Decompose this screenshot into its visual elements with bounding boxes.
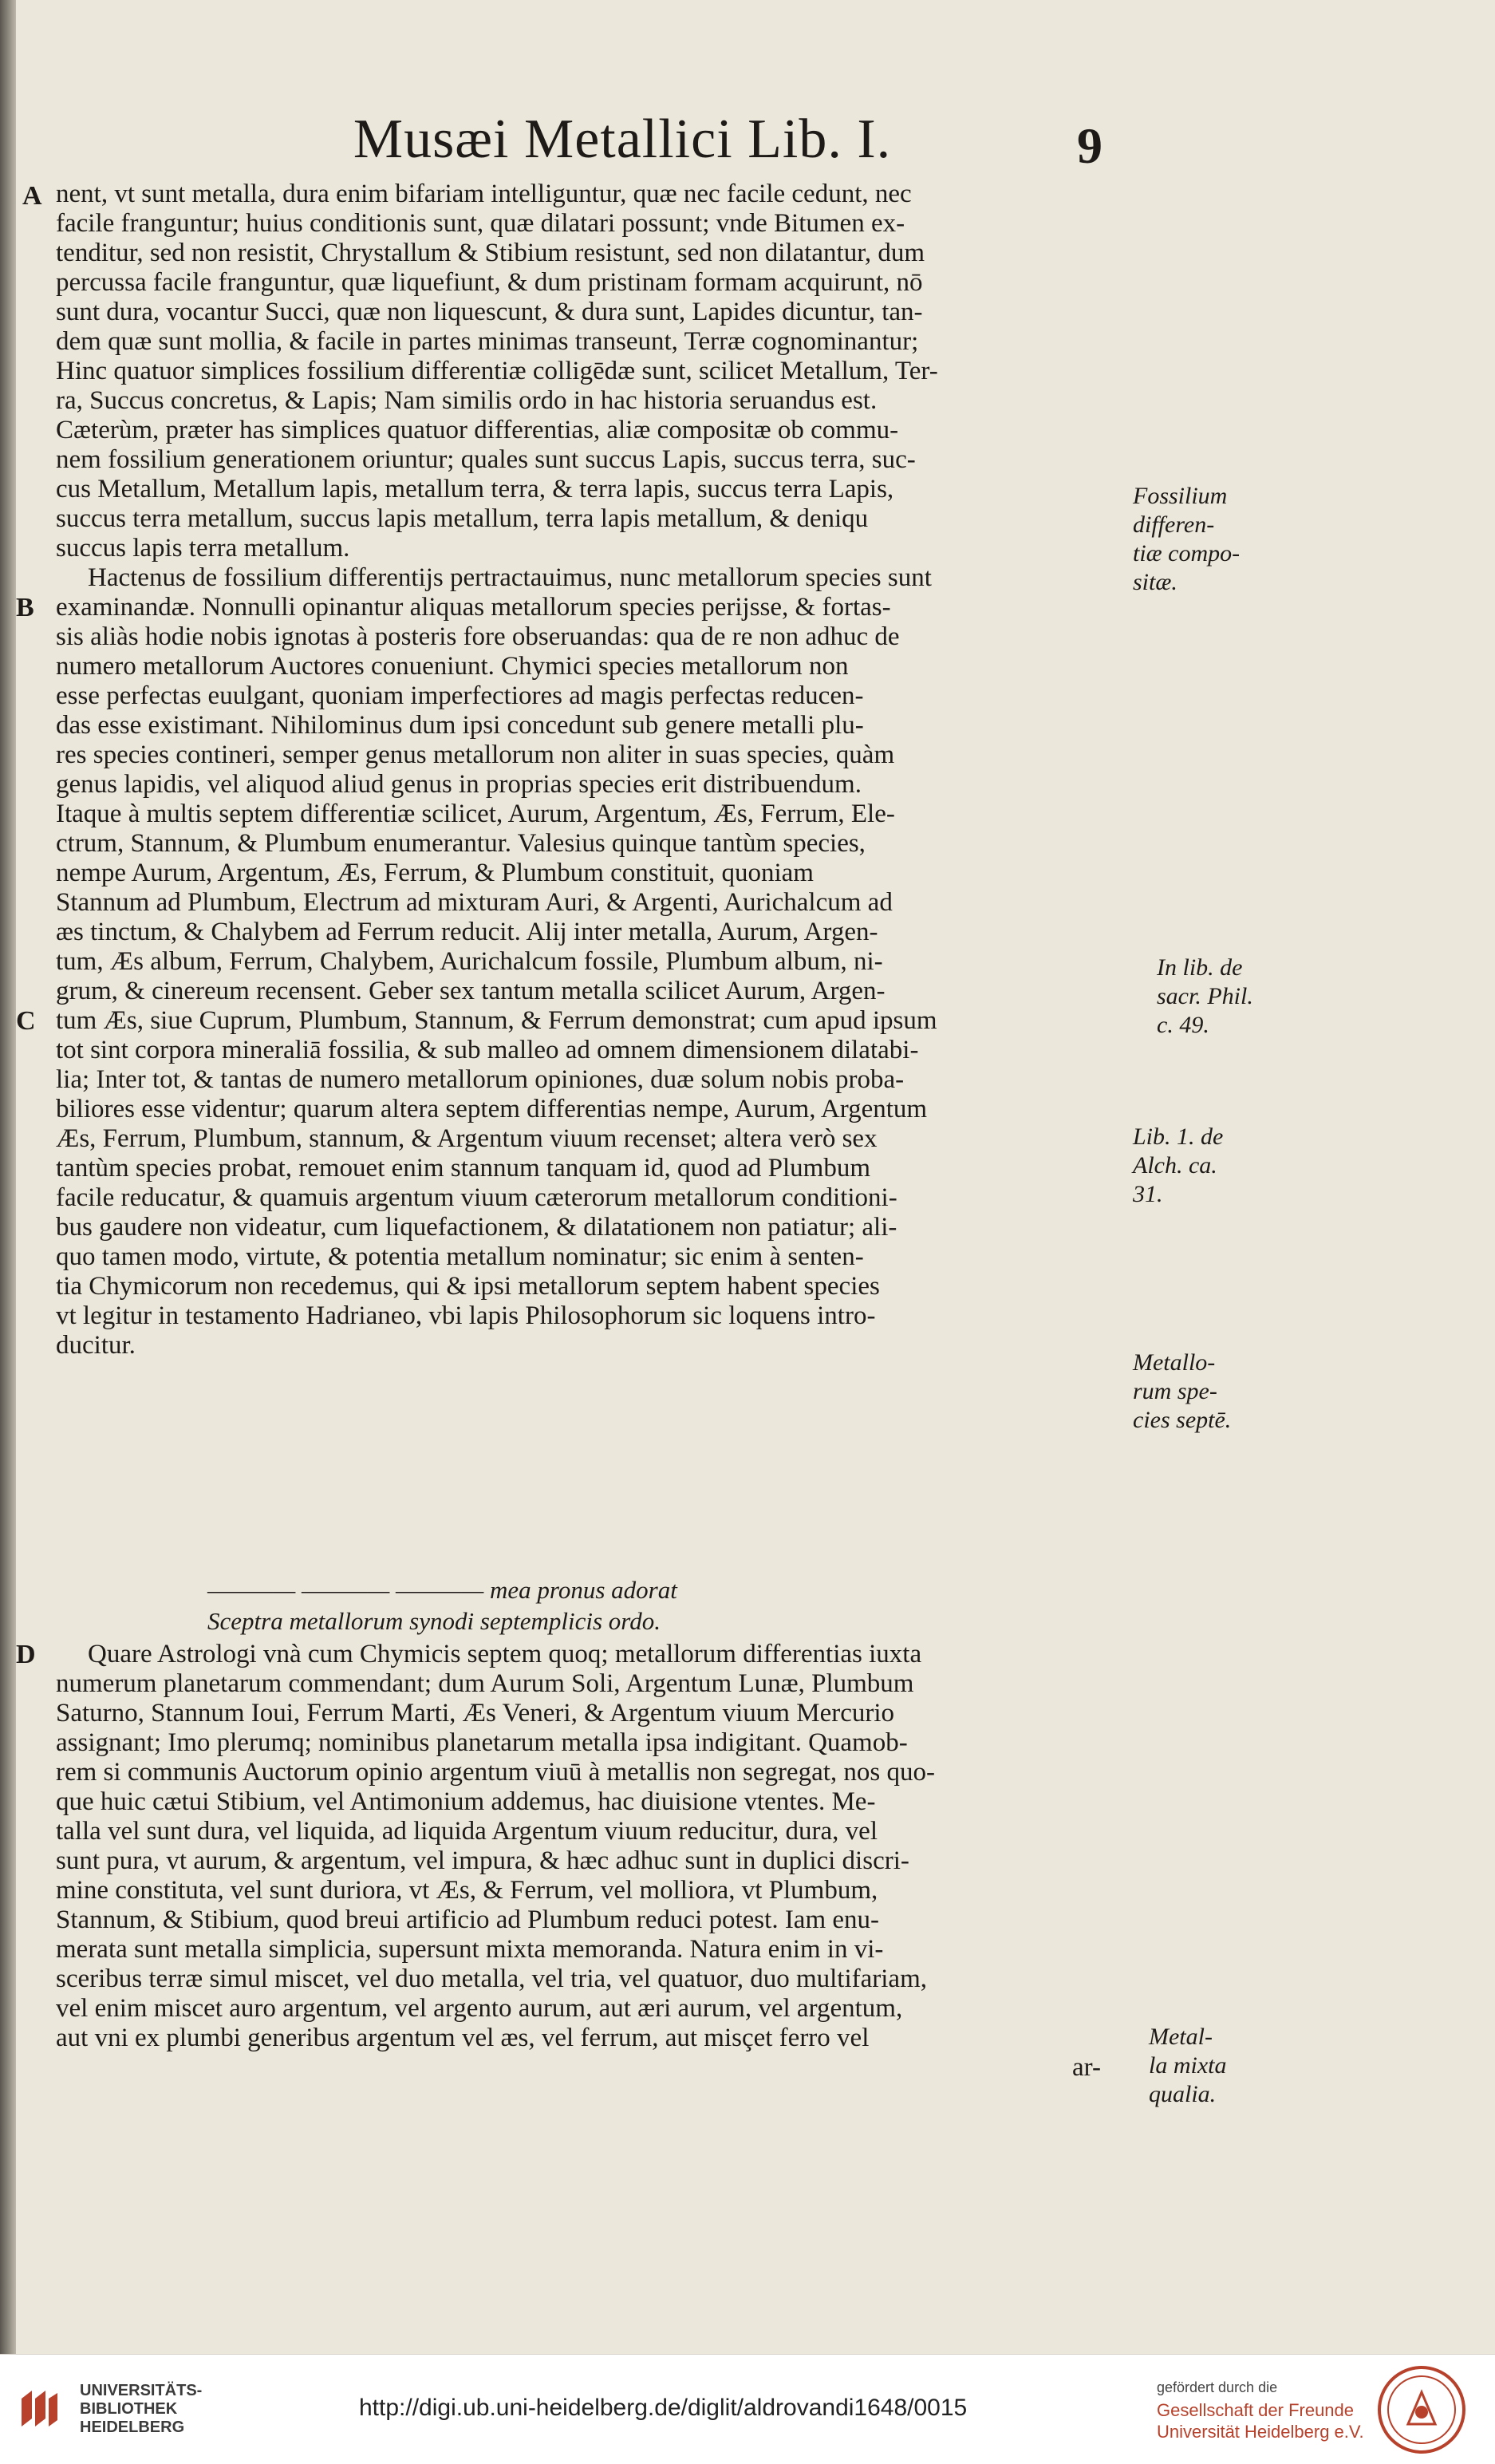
body-line: que huic cætui Stibium, vel Antimonium addemus, hac diuisione vtentes. Me-	[56, 1787, 876, 1816]
margin-note-line: rum spe-	[1133, 1378, 1217, 1404]
body-line: percussa facile franguntur, quæ liquefiunt, & dum pristinam formam acquirunt, nō	[56, 268, 923, 297]
body-line: nempe Aurum, Argentum, Æs, Ferrum, & Plumbum constituit, quoniam	[56, 859, 814, 887]
sponsor-credit	[1157, 2375, 1364, 2442]
body-line: merata sunt metalla simplicia, supersunt mixta memoranda. Natura enim in vi-	[56, 1935, 884, 1964]
page-number: 9	[1077, 117, 1103, 174]
sponsor-org-line: Gesellschaft der Freunde	[1157, 2400, 1355, 2420]
body-line: sis aliàs hodie nobis ignotas à posteris fore obseruandas: qua de re non adhuc de	[56, 622, 900, 651]
margin-note-line: Metallo-	[1133, 1349, 1216, 1376]
margin-note-line: tiæ compo-	[1133, 540, 1241, 567]
margin-note-line: sitæ.	[1133, 569, 1177, 595]
body-line: Saturno, Stannum Ioui, Ferrum Marti, Æs Veneri, & Argentum viuum Mercurio	[56, 1699, 895, 1728]
body-line	[16, 1006, 1133, 1036]
catchword: ar-	[1072, 2053, 1101, 2082]
permalink-url[interactable]: http://digi.ub.uni-heidelberg.de/diglit/aldrovandi1648/0015	[359, 2395, 968, 2421]
body-line: Hinc quatuor simplices fossilium differentiæ colligēdæ sunt, scilicet Metallum, Ter-	[56, 357, 938, 385]
body-line: Stannum, & Stibium, quod breui artificio ad Plumbum reduci potest. Iam enu-	[56, 1905, 880, 1934]
body-line: tot sint corpora mineraliā fossilia, & sub malleo ad omnem dimensionem dilatabi-	[56, 1036, 919, 1064]
body-line: numerum planetarum commendant; dum Aurum Soli, Argentum Lunæ, Plumbum	[56, 1669, 914, 1698]
margin-note-inlib	[1157, 954, 1253, 1040]
body-line: ctrum, Stannum, & Plumbum enumerantur. Valesius quinque tantùm species,	[56, 829, 866, 858]
body-line: grum, & cinereum recensent. Geber sex tantum metalla scilicet Aurum, Argen-	[56, 977, 886, 1005]
margin-note-line: Lib. 1. de	[1133, 1123, 1224, 1150]
body-line: dem quæ sunt mollia, & facile in partes minimas transeunt, Terræ cognominantur;	[56, 327, 919, 356]
body-line: tum, Æs album, Ferrum, Chalybem, Aurichalcum fossile, Plumbum album, ni-	[56, 947, 883, 976]
body-line	[16, 1640, 1133, 1669]
section-letter-c: C	[16, 1006, 36, 1036]
margin-note-line: differen-	[1133, 511, 1215, 538]
sponsor-intro: gefördert durch die	[1157, 2379, 1278, 2395]
body-line: Itaque à multis septem differentiæ scilicet, Aurum, Argentum, Æs, Ferrum, Ele-	[56, 800, 895, 828]
library-logo-icon	[18, 2387, 61, 2430]
body-line: vt legitur in testamento Hadrianeo, vbi lapis Philosophorum sic loquens intro-	[56, 1301, 876, 1330]
body-line: das esse existimant. Nihilominus dum ipsi concedunt sub genere metalli plu-	[56, 711, 864, 740]
body-line: biliores esse videntur; quarum altera septem differentias nempe, Aurum, Argentum	[56, 1095, 928, 1123]
body-line: facile franguntur; huius conditionis sunt, quæ dilatari possunt; vnde Bitumen ex-	[56, 209, 905, 238]
body-line: genus lapidis, vel aliquod aliud genus in proprias species erit distribuendum.	[56, 770, 862, 799]
body-line: sunt dura, vocantur Succi, quæ non liquescunt, & dura sunt, Lapides dicuntur, tan-	[56, 298, 923, 326]
body-text-d	[16, 1640, 1133, 2083]
body-line: numero metallorum Auctores conueniunt. Chymici species metallorum non	[56, 652, 849, 681]
margin-note-line: In lib. de	[1157, 954, 1243, 981]
section-letter-d: D	[16, 1640, 36, 1669]
body-line: Hactenus de fossilium differentijs pertractauimus, nunc metallorum species sunt	[88, 563, 932, 592]
body-line: tenditur, sed non resistit, Chrystallum & Stibium resistunt, sed non dilatantur, dum	[56, 239, 925, 267]
verse-line-2: Sceptra metallorum synodi septemplicis ordo.	[207, 1607, 661, 1635]
margin-note-line: la mixta	[1149, 2052, 1227, 2079]
body-line: sceribus terræ simul miscet, vel duo metalla, vel tria, vel quatuor, duo multifariam,	[56, 1964, 927, 1993]
body-line: assignant; Imo plerumq; nominibus planetarum metalla ipsa indigitant. Quamob-	[56, 1728, 908, 1757]
digitization-footer	[0, 2354, 1495, 2464]
library-name-line: UNIVERSITÄTS-	[80, 2382, 203, 2399]
body-line: quo tamen modo, virtute, & potentia metallum nominatur; sic enim à senten-	[56, 1242, 864, 1271]
body-line: nent, vt sunt metalla, dura enim bifariam intelliguntur, quæ nec facile cedunt, nec	[56, 180, 912, 208]
margin-note-line: cies septē.	[1133, 1407, 1232, 1433]
body-line: esse perfectas euulgant, quoniam imperfectiores ad magis perfectas reducen-	[56, 681, 864, 710]
body-line: tantùm species probat, remouet enim stannum tanquam id, quod ad Plumbum	[56, 1154, 870, 1183]
body-line: mine constituta, vel sunt duriora, vt Æs, & Ferrum, vel molliora, vt Plumbum,	[56, 1876, 878, 1905]
margin-note-fossilium	[1133, 482, 1240, 597]
body-line: succus terra metallum, succus lapis metallum, terra lapis metallum, & deniqu	[56, 504, 869, 533]
sponsor-org-line: Universität Heidelberg e.V.	[1157, 2422, 1364, 2442]
body-line: rem si communis Auctorum opinio argentum viuū à metallis non segregat, nos quo-	[56, 1758, 935, 1787]
body-line: vel enim miscet auro argentum, vel argento aurum, aut æri aurum, vel argentum,	[56, 1994, 903, 2023]
body-line: Stannum ad Plumbum, Electrum ad mixturam Auri, & Argenti, Aurichalcum ad	[56, 888, 893, 917]
body-line: bus gaudere non videatur, cum liquefactionem, & dilatationem non patiatur; ali-	[56, 1213, 897, 1242]
section-letter-a: A	[22, 181, 42, 211]
body-line-text: Quare Astrologi vnà cum Chymicis septem quoq; metallorum differentias iuxta	[88, 1640, 922, 1668]
margin-note-metalla-mixta	[1149, 2023, 1227, 2109]
body-line: ducitur.	[56, 1331, 136, 1360]
running-title: Musæi Metallici Lib. I.	[353, 109, 892, 170]
body-line: sunt pura, vt aurum, & argentum, vel impura, & hæc adhuc sunt in duplici discri-	[56, 1846, 909, 1875]
margin-note-line: 31.	[1133, 1181, 1163, 1207]
page-header	[0, 104, 1495, 176]
body-line: Æs, Ferrum, Plumbum, stannum, & Argentum viuum recenset; altera verò sex	[56, 1124, 878, 1153]
body-line: lia; Inter tot, & tantas de numero metallorum opiniones, duæ solum nobis proba-	[56, 1065, 905, 1094]
body-line: tia Chymicorum non recedemus, qui & ipsi metallorum septem habent species	[56, 1272, 880, 1301]
body-line: facile reducatur, & quamuis argentum viuum cæterorum metallorum conditioni-	[56, 1183, 897, 1212]
margin-note-line: Alch. ca.	[1133, 1152, 1217, 1179]
library-name-line: HEIDELBERG	[80, 2419, 185, 2436]
body-line	[48, 1360, 1133, 1390]
body-line: aut vni ex plumbi generibus argentum vel æs, vel ferrum, aut misçet ferro vel	[56, 2024, 870, 2052]
body-line: ra, Succus concretus, & Lapis; Nam similis ordo in hac historia seruandus est.	[56, 386, 878, 415]
body-line: æs tinctum, & Chalybem ad Ferrum reducit. Alij inter metalla, Aurum, Argen-	[56, 918, 878, 946]
library-name	[80, 2382, 255, 2437]
verse-line-1: ———— ———— ———— mea pronus adorat	[207, 1576, 677, 1604]
margin-note-line: c. 49.	[1157, 1012, 1209, 1038]
university-seal-icon	[1376, 2364, 1468, 2456]
body-line: cus Metallum, Metallum lapis, metallum terra, & terra lapis, succus terra Lapis,	[56, 475, 894, 503]
margin-note-line: qualia.	[1149, 2081, 1217, 2107]
margin-note-metallorum	[1133, 1348, 1231, 1435]
library-name-line: BIBLIOTHEK	[80, 2400, 178, 2418]
margin-note-line: Metal-	[1149, 2024, 1213, 2050]
margin-note-line: sacr. Phil.	[1157, 983, 1253, 1009]
body-line: Cæterùm, præter has simplices quatuor differentias, aliæ compositæ ob commu-	[56, 416, 899, 444]
body-line-text: tum Æs, siue Cuprum, Plumbum, Stannum, & Ferrum demonstrat; cum apud ipsum	[56, 1006, 937, 1035]
body-line: talla vel sunt dura, vel liquida, ad liquida Argentum viuum reducitur, dura, vel	[56, 1817, 878, 1846]
section-letter-b: B	[16, 593, 34, 622]
margin-note-line: Fossilium	[1133, 483, 1228, 509]
body-text	[16, 180, 1133, 1390]
body-line: succus lapis terra metallum.	[56, 534, 350, 563]
body-line-text: examinandæ. Nonnulli opinantur aliquas metallorum species perijsse, & fortas-	[56, 593, 891, 622]
margin-note-lib1	[1133, 1123, 1223, 1209]
body-line: nem fossilium generationem oriuntur; quales sunt succus Lapis, succus terra, suc-	[56, 445, 916, 474]
body-line: res species contineri, semper genus metallorum non aliter in suas species, quàm	[56, 740, 895, 769]
page-gutter-shadow	[0, 0, 16, 2354]
body-line	[16, 593, 1133, 622]
